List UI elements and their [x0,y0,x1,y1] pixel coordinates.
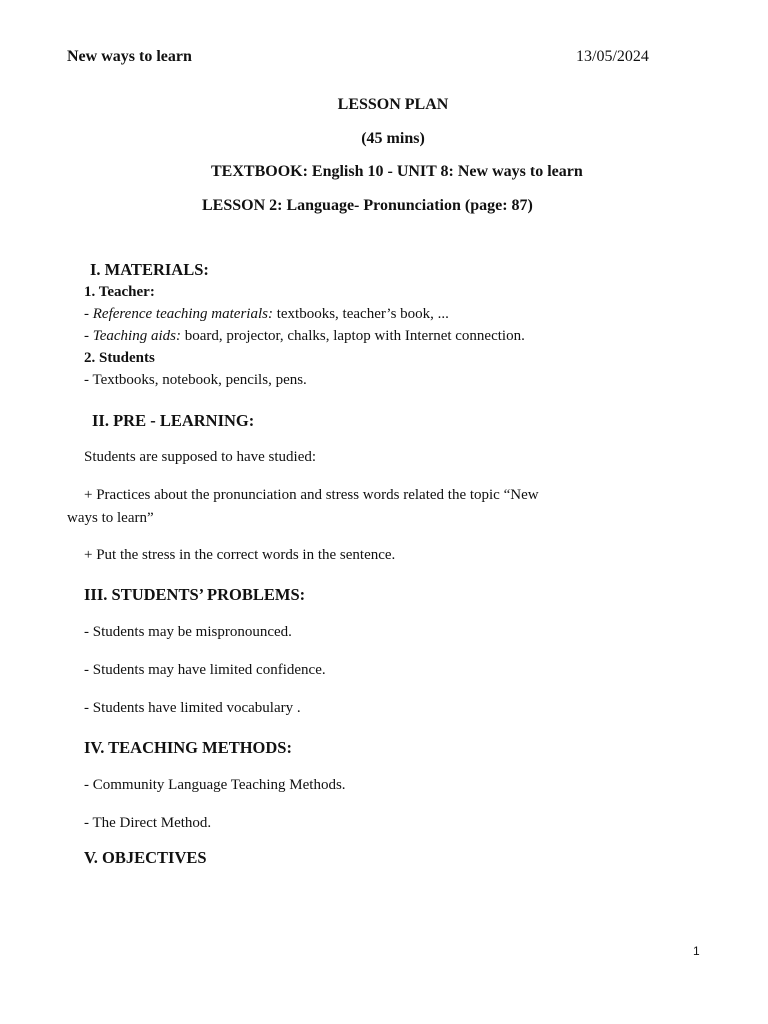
aids-value: board, projector, chalks, laptop with Internet connection. [180,328,525,344]
students-materials: - Textbooks, notebook, pencils, pens. [84,372,307,388]
teaching-aids-line [84,328,525,345]
objectives-heading: V. OBJECTIVES [84,848,207,867]
problems-heading: III. STUDENTS’ PROBLEMS: [84,585,306,604]
aids-prefix: - [84,328,93,344]
reference-label: Reference teaching materials: [92,306,273,322]
reference-value: textbooks, teacher’s book, ... [272,306,449,322]
aids-label: Teaching aids: [92,328,181,344]
method-item: - Community Language Teaching Methods. [84,777,346,793]
method-item: - The Direct Method. [84,815,212,831]
pre-learning-item-1-cont: ways to learn” [67,510,154,526]
materials-heading: I. MATERIALS: [90,260,209,279]
lesson-duration: (45 mins) [361,130,425,147]
header-date: 13/05/2024 [576,48,649,65]
reference-prefix: - [84,306,93,322]
pre-learning-heading: II. PRE - LEARNING: [92,411,255,430]
pre-learning-item-1: + Practices about the pronunciation and stress words related the topic “New [84,487,539,503]
lesson-line: LESSON 2: Language- Pronunciation (page: 87) [202,197,533,214]
lesson-plan-title: LESSON PLAN [337,96,449,113]
students-label: 2. Students [84,350,155,366]
teacher-label: 1. Teacher: [84,284,155,300]
methods-heading: IV. TEACHING METHODS: [84,738,292,757]
problem-item: - Students may be mispronounced. [84,624,292,640]
problem-item: - Students may have limited confidence. [84,662,326,678]
page-number: 1 [693,944,700,958]
reference-materials-line [84,306,449,323]
header-title: New ways to learn [67,48,192,65]
pre-learning-intro: Students are supposed to have studied: [84,449,317,465]
textbook-line: TEXTBOOK: English 10 - UNIT 8: New ways to learn [211,163,583,180]
pre-learning-item-2: + Put the stress in the correct words in the sentence. [84,547,396,563]
problem-item: - Students have limited vocabulary . [84,700,301,716]
